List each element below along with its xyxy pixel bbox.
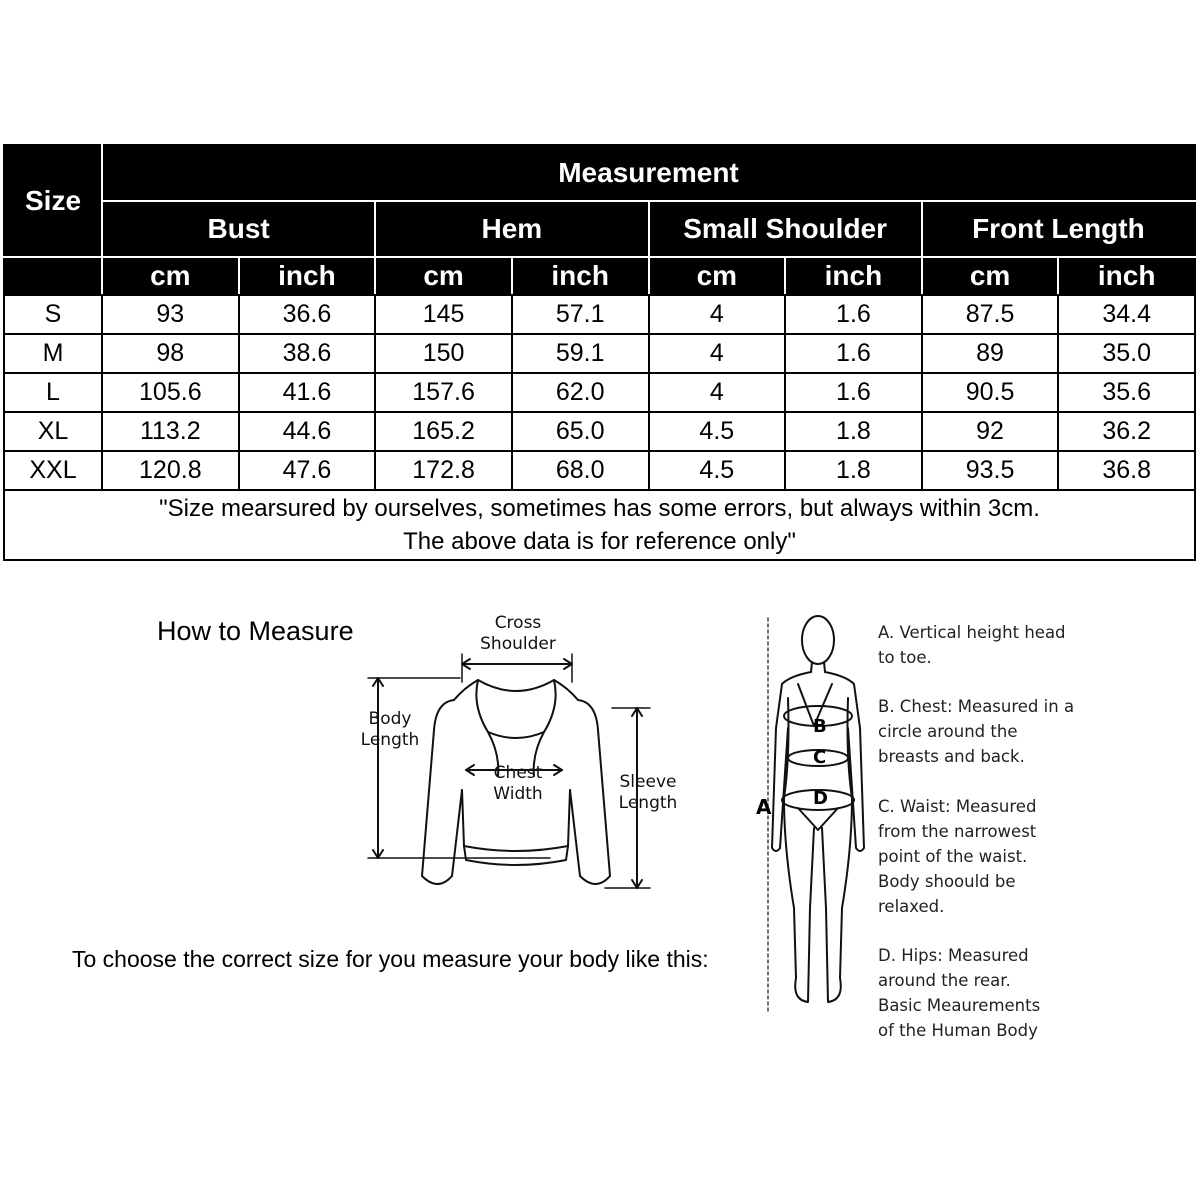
size-cell: S (4, 295, 102, 334)
value-cell: 41.6 (239, 373, 376, 412)
unit-header: inch (1058, 257, 1195, 295)
value-cell: 150 (375, 334, 512, 373)
value-cell: 36.8 (1058, 451, 1195, 490)
value-cell: 120.8 (102, 451, 239, 490)
value-cell: 1.6 (785, 295, 922, 334)
value-cell: 105.6 (102, 373, 239, 412)
value-cell: 65.0 (512, 412, 649, 451)
value-cell: 35.0 (1058, 334, 1195, 373)
cross-shoulder-arrow (462, 654, 572, 682)
unit-header: inch (785, 257, 922, 295)
unit-header: inch (512, 257, 649, 295)
table-row (4, 295, 1195, 334)
value-cell: 4 (649, 295, 786, 334)
value-cell: 90.5 (922, 373, 1059, 412)
value-cell: 68.0 (512, 451, 649, 490)
value-cell: 98 (102, 334, 239, 373)
value-cell: 92 (922, 412, 1059, 451)
table-row (4, 451, 1195, 490)
value-cell: 34.4 (1058, 295, 1195, 334)
size-unit-spacer (4, 257, 102, 295)
value-cell: 113.2 (102, 412, 239, 451)
value-cell: 1.8 (785, 412, 922, 451)
value-cell: 4 (649, 373, 786, 412)
note-row (4, 490, 1195, 560)
value-cell: 172.8 (375, 451, 512, 490)
value-cell: 165.2 (375, 412, 512, 451)
value-cell: 1.8 (785, 451, 922, 490)
value-cell: 57.1 (512, 295, 649, 334)
value-cell: 89 (922, 334, 1059, 373)
value-cell: 1.6 (785, 334, 922, 373)
description-c: C. Waist: Measured from the narrowest point of the waist. Body shoould be relaxed. (878, 797, 1037, 916)
front-length-header: Front Length (922, 201, 1195, 257)
table-row (4, 412, 1195, 451)
value-cell: 93.5 (922, 451, 1059, 490)
measurement-header: Measurement (102, 145, 1195, 201)
hem-header: Hem (375, 201, 648, 257)
value-cell: 62.0 (512, 373, 649, 412)
table-row (4, 334, 1195, 373)
value-cell: 1.6 (785, 373, 922, 412)
chest-width-label: Chest Width (493, 763, 543, 804)
size-cell: L (4, 373, 102, 412)
size-cell: XL (4, 412, 102, 451)
description-b: B. Chest: Measured in a circle around the breasts and back. (878, 697, 1075, 766)
unit-header: cm (102, 257, 239, 295)
label-c: C (813, 747, 827, 768)
cross-shoulder-label: Cross Shoulder (480, 613, 556, 654)
bust-header: Bust (102, 201, 375, 257)
unit-header: cm (375, 257, 512, 295)
body-length-label: Body Length (360, 709, 420, 750)
measure-instruction: To choose the correct size for you measure your body like this: (72, 946, 709, 972)
value-cell: 93 (102, 295, 239, 334)
description-d: D. Hips: Measured around the rear. Basic Meaurements of the Human Body (878, 946, 1041, 1040)
label-b: B (813, 716, 827, 737)
size-cell: M (4, 334, 102, 373)
unit-header: cm (922, 257, 1059, 295)
disclaimer-note (4, 490, 1195, 560)
value-cell: 44.6 (239, 412, 376, 451)
label-d: D (813, 788, 828, 809)
value-cell: 4 (649, 334, 786, 373)
value-cell: 38.6 (239, 334, 376, 373)
unit-header: inch (239, 257, 376, 295)
value-cell: 87.5 (922, 295, 1059, 334)
value-cell: 36.6 (239, 295, 376, 334)
size-header: Size (4, 145, 102, 257)
value-cell: 47.6 (239, 451, 376, 490)
unit-header: cm (649, 257, 786, 295)
description-a: A. Vertical height head to toe. (878, 623, 1066, 667)
size-chart-table (3, 144, 1196, 561)
value-cell: 4.5 (649, 451, 786, 490)
value-cell: 4.5 (649, 412, 786, 451)
value-cell: 35.6 (1058, 373, 1195, 412)
size-cell: XXL (4, 451, 102, 490)
small-shoulder-header: Small Shoulder (649, 201, 922, 257)
how-to-measure-title: How to Measure (157, 616, 354, 646)
value-cell: 36.2 (1058, 412, 1195, 451)
sleeve-length-label: Sleeve Length (618, 772, 678, 813)
value-cell: 157.6 (375, 373, 512, 412)
note-line-1: "Size mearsured by ourselves, sometimes has some errors, but always within 3cm. (159, 495, 1040, 522)
label-a: A (756, 795, 772, 819)
value-cell: 145 (375, 295, 512, 334)
value-cell: 59.1 (512, 334, 649, 373)
note-line-2: The above data is for reference only" (403, 528, 796, 555)
table-row (4, 373, 1195, 412)
